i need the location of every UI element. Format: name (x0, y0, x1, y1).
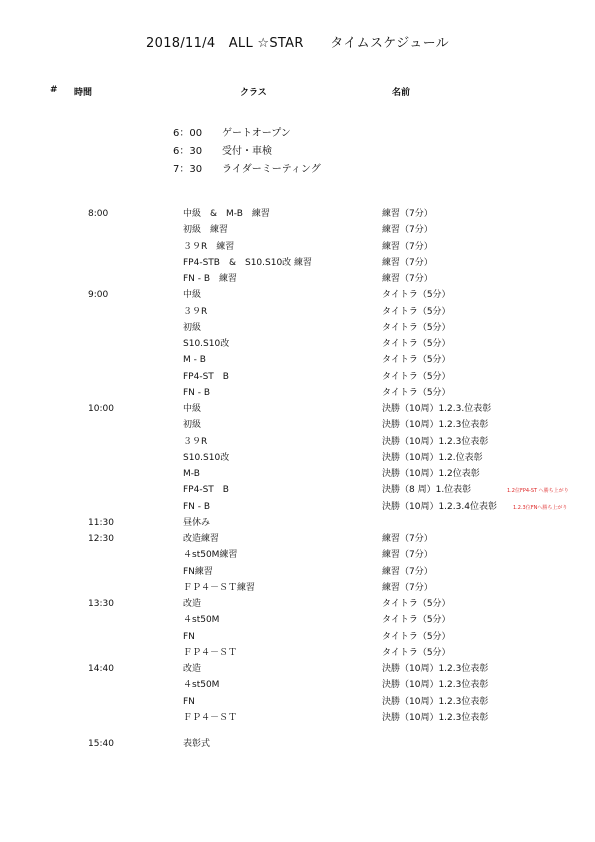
pre-event-label: ゲートオープン (222, 128, 291, 139)
row-class: FN (183, 632, 195, 642)
row-time: 11:30 (88, 518, 114, 528)
row-name: タイトラ（5分） (382, 372, 451, 382)
row-class: S10.S10改 (183, 339, 230, 349)
row-name: 決勝（10周）1.2.3.位表彰 (382, 404, 492, 414)
row-class: ＦＰ４－ＳＴ練習 (183, 583, 256, 593)
pre-event-label: ライダーミーティング (222, 164, 321, 175)
row-class: 初級 (183, 420, 202, 430)
row-time: 13:30 (88, 599, 114, 609)
row-class: ３９R (183, 307, 208, 317)
row-time: 10:00 (88, 404, 114, 414)
row-name: タイトラ（5分） (382, 339, 451, 349)
row-name: 練習（7分） (382, 567, 433, 577)
row-name: 決勝（8 周）1.位表彰 (382, 485, 472, 495)
row-name: 決勝（10周）1.2.3.4位表彰 (382, 502, 497, 512)
row-class: FN (183, 697, 195, 707)
row-class: ３９R (183, 437, 208, 447)
row-class: FN - B (183, 502, 211, 512)
row-name: タイトラ（5分） (382, 323, 451, 333)
row-name: 決勝（10周）1.2.3位表彰 (382, 420, 489, 430)
row-name: タイトラ（5分） (382, 632, 451, 642)
row-class: ＦＰ４－ＳＴ (183, 713, 238, 723)
row-name: 決勝（10周）1.2位表彰 (382, 469, 480, 479)
row-name: 決勝（10周）1.2.位表彰 (382, 453, 483, 463)
row-name: タイトラ（5分） (382, 599, 451, 609)
row-class: FP4-STB & S10.S10改 練習 (183, 258, 313, 268)
row-class: 改造 (183, 599, 202, 609)
row-name: 決勝（10周）1.2.3位表彰 (382, 664, 489, 674)
row-name: 決勝（10周）1.2.3位表彰 (382, 713, 489, 723)
row-name: タイトラ（5分） (382, 355, 451, 365)
row-time: 8:00 (88, 209, 109, 219)
row-class: FN - B (183, 388, 211, 398)
final-class: 表彰式 (183, 739, 211, 749)
row-name: 練習（7分） (382, 583, 433, 593)
row-name: タイトラ（5分） (382, 388, 451, 398)
row-class: 中級 & M-B 練習 (183, 209, 270, 219)
row-class: 改造 (183, 664, 202, 674)
row-name: 決勝（10周）1.2.3位表彰 (382, 680, 489, 690)
pre-event-time: 7：30 (173, 164, 203, 175)
row-name: 練習（7分） (382, 242, 433, 252)
row-name: 決勝（10周）1.2.3位表彰 (382, 437, 489, 447)
pre-event-time: 6：30 (173, 146, 203, 157)
row-time: 14:40 (88, 664, 114, 674)
row-time: 12:30 (88, 534, 114, 544)
row-class: 中級 (183, 290, 202, 300)
row-name: タイトラ（5分） (382, 615, 451, 625)
row-name: 練習（7分） (382, 209, 433, 219)
row-note: 1.2位FP4-ST へ勝ち上がり (507, 488, 569, 494)
pre-event-label: 受付・車検 (222, 146, 272, 157)
row-class: 初級 練習 (183, 225, 229, 235)
row-class: M - B (183, 355, 206, 365)
header-name: 名前 (392, 88, 411, 98)
row-name: 練習（7分） (382, 274, 433, 284)
row-class: ＦＰ４－ＳＴ (183, 648, 238, 658)
row-class: ４st50M (183, 615, 220, 625)
row-class: 改造練習 (183, 534, 220, 544)
final-time: 15:40 (88, 739, 114, 749)
row-name: タイトラ（5分） (382, 290, 451, 300)
row-class: FN練習 (183, 567, 213, 577)
row-class: FN - B 練習 (183, 274, 238, 284)
row-class: 中級 (183, 404, 202, 414)
row-note: 1.2.3位FNへ勝ち上がり (513, 505, 568, 511)
row-class: ４st50M練習 (183, 550, 238, 560)
row-class: 昼休み (183, 518, 211, 528)
row-name: タイトラ（5分） (382, 307, 451, 317)
row-class: S10.S10改 (183, 453, 230, 463)
row-name: 練習（7分） (382, 225, 433, 235)
row-name: 練習（7分） (382, 550, 433, 560)
header-class: クラス (240, 88, 267, 98)
header-num: # (50, 85, 58, 95)
row-name: タイトラ（5分） (382, 648, 451, 658)
row-class: FP4-ST B (183, 372, 229, 382)
row-name: 練習（7分） (382, 258, 433, 268)
row-class: 初級 (183, 323, 202, 333)
row-class: ４st50M (183, 680, 220, 690)
row-name: 決勝（10周）1.2.3位表彰 (382, 697, 489, 707)
row-time: 9:00 (88, 290, 109, 300)
header-time: 時間 (74, 88, 93, 98)
row-class: FP4-ST B (183, 485, 229, 495)
page-title: 2018/11/4 ALL ☆STAR タイムスケジュール (146, 36, 449, 51)
row-class: M-B (183, 469, 200, 479)
row-class: ３９R 練習 (183, 242, 235, 252)
row-name: 練習（7分） (382, 534, 433, 544)
pre-event-time: 6：00 (173, 128, 203, 139)
